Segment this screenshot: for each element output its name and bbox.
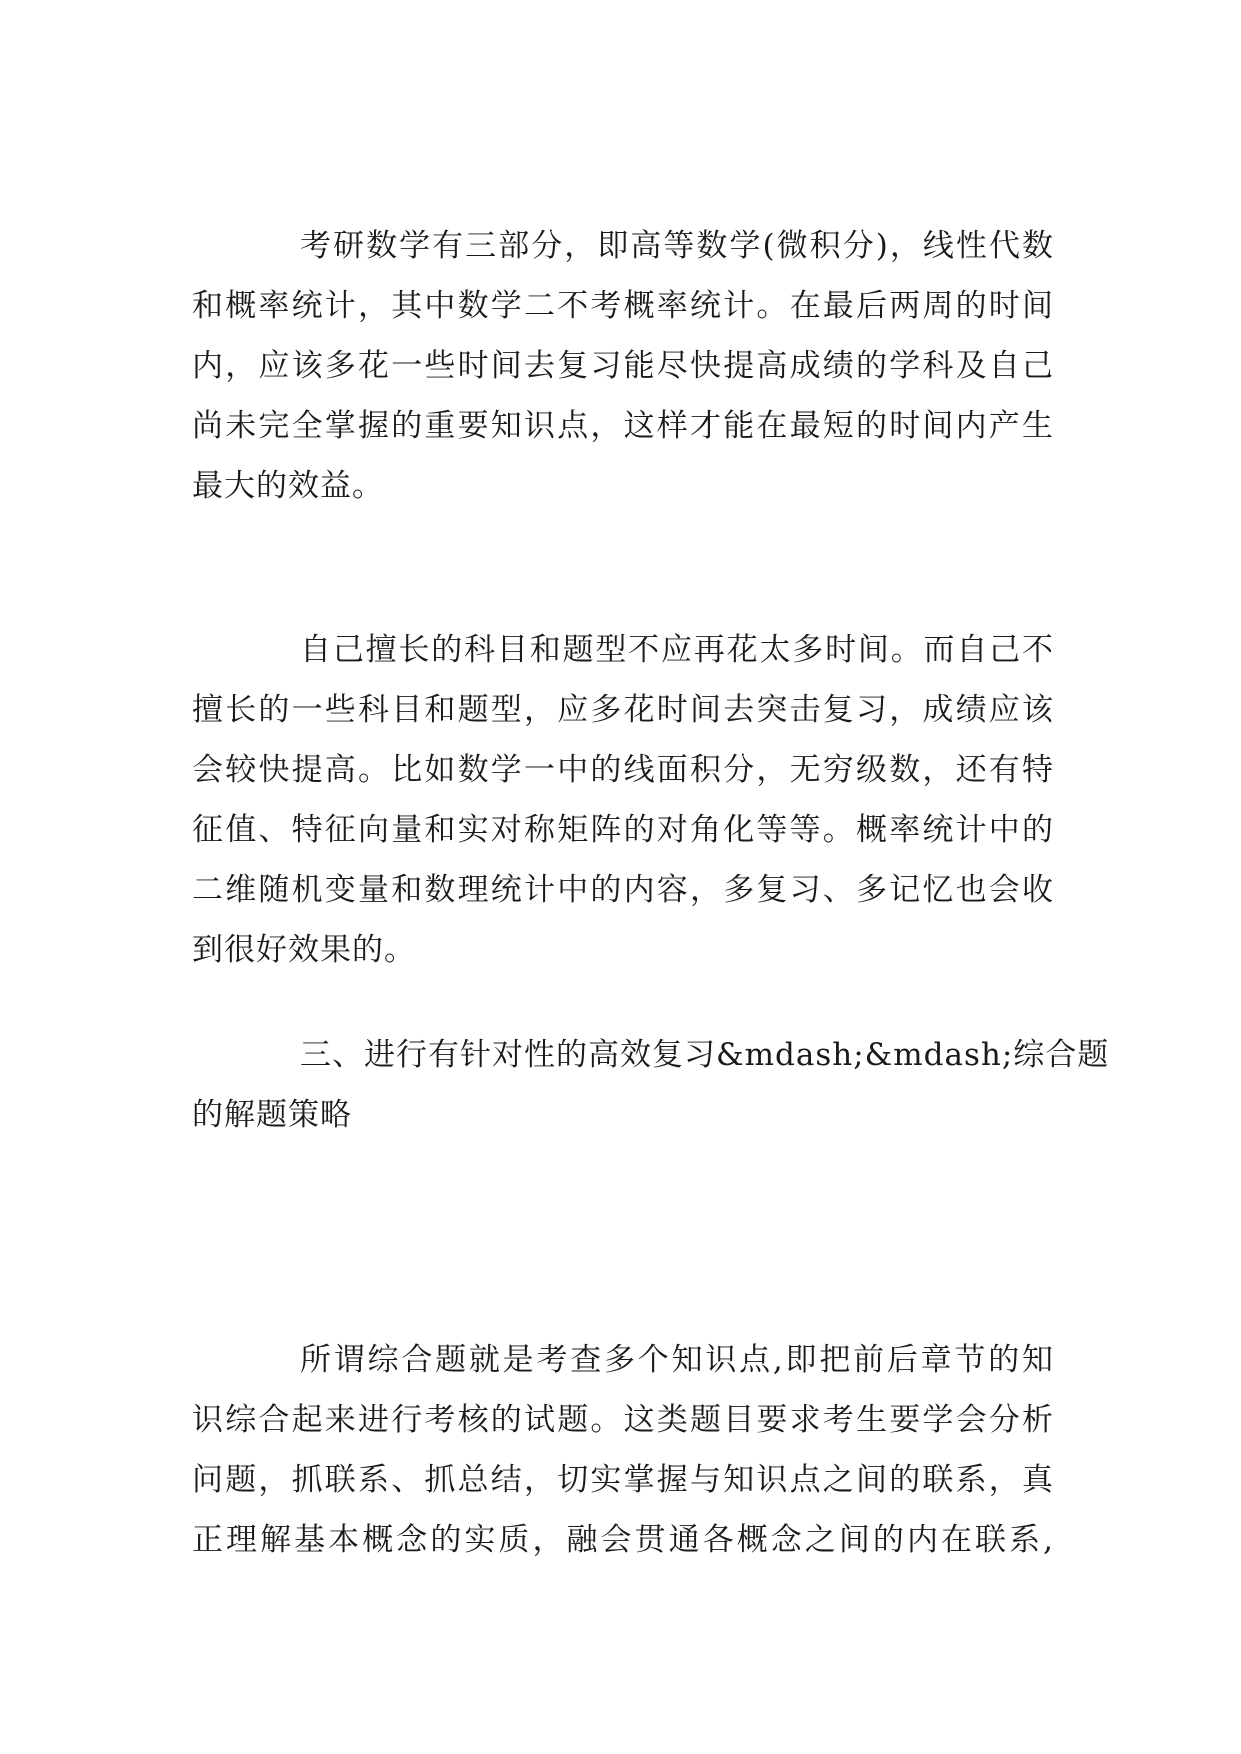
paragraph-weak-subjects xyxy=(192,620,1054,980)
paragraph-math-overview xyxy=(192,216,1054,516)
text-line: 三、进行有针对性的高效复习&mdash;&mdash;综合题 xyxy=(300,1037,1110,1073)
text-line: 所谓综合题就是考查多个知识点,即把前后章节的知 xyxy=(300,1342,1054,1378)
text-line: 到很好效果的。 xyxy=(192,932,416,968)
text-line: 考研数学有三部分，即高等数学(微积分)，线性代数 xyxy=(300,228,1054,264)
text-line: 问题，抓联系、抓总结，切实掌握与知识点之间的联系，真 xyxy=(192,1462,1054,1498)
text-line: 征值、特征向量和实对称矩阵的对角化等等。概率统计中的 xyxy=(192,812,1054,848)
paragraph-comprehensive-questions xyxy=(192,1330,1054,1570)
text-line: 擅长的一些科目和题型，应多花时间去突击复习，成绩应该 xyxy=(192,692,1054,728)
text-line: 识综合起来进行考核的试题。这类题目要求考生要学会分析 xyxy=(192,1402,1054,1438)
text-line: 正理解基本概念的实质，融会贯通各概念之间的内在联系, xyxy=(192,1522,1054,1558)
text-line: 会较快提高。比如数学一中的线面积分，无穷级数，还有特 xyxy=(192,752,1054,788)
text-line: 尚未完全掌握的重要知识点，这样才能在最短的时间内产生 xyxy=(192,408,1054,444)
text-line: 自己擅长的科目和题型不应再花太多时间。而自己不 xyxy=(300,632,1054,668)
text-line: 内，应该多花一些时间去复习能尽快提高成绩的学科及自己 xyxy=(192,348,1054,384)
text-line: 二维随机变量和数理统计中的内容，多复习、多记忆也会收 xyxy=(192,872,1054,908)
text-line: 的解题策略 xyxy=(192,1097,352,1133)
text-line: 最大的效益。 xyxy=(192,468,384,504)
text-line: 和概率统计，其中数学二不考概率统计。在最后两周的时间 xyxy=(192,288,1054,324)
section-heading xyxy=(192,1025,1110,1145)
